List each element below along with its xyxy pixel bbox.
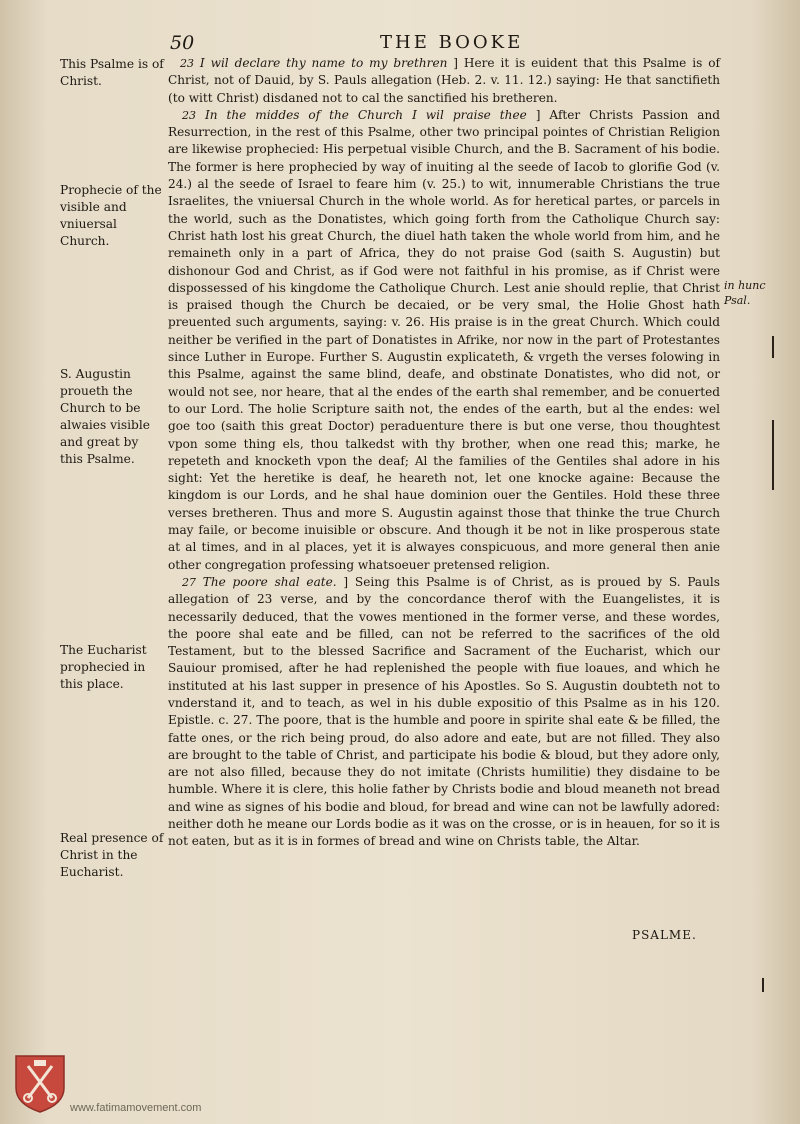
paragraph-verse-23b <box>168 107 720 574</box>
margin-note-visible-church: Prophecie of the visible and vniuersal Church. <box>60 183 162 248</box>
catchword: PSALME. <box>632 928 697 942</box>
paragraph-text: ] Here it is euident that this Psalme is of Christ, not of Dauid, by S. Pauls allegation (Heb. 2. v. 11. 12.) saying: He that sanctifieth (to witt Christ) disdaned not to cal the sanctified his bretheren. <box>168 56 720 105</box>
watermark-url: www.fatimamovement.com <box>70 1102 202 1114</box>
verse-number: 23 <box>182 108 196 122</box>
margin-note-eucharist: The Eucharist prophecied in this place. <box>60 643 147 691</box>
verse-lemma: In the middes of the Church I wil praise thee <box>204 107 527 122</box>
margin-note-augustin: S. Augustin proueth the Church to be alwaies visible and great by this Psalme. <box>60 367 150 466</box>
margin-notes <box>0 0 168 1124</box>
paragraph-text: ] Seing this Psalme is of Christ, as is proued by S. Pauls allegation of 23 verse, and by the concordance therof with the Euangelistes, it is necessarily deduced, that the vowes mentioned in the former verse, and these wordes, the poore shal eate and be filled, can not be referred to the sacrifices of the old Testament, but to the blessed Sacrifice and Sacrament of the Eucharist, which our Sauiour promised, after he had replenished the people with fiue loaues, and which he instituted at his last supper in presence of his Apostles. So S. Augustin doubteth not to vnderstand it, and to teach, as wel in his duble expositio of this Psalme as in his 120. Epistle. c. 27. The poore, that is the humble and poore in spirite shal eate & be filled, the fatte ones, or the rich being proud, do also adore and eate, but are not filled. They also are brought to the table of Christ, and participate his bodie & bloud, but they adore only, are not also filled, because they do not imitate (Christs humilitie) they disdaine to be humble. Where it is clere, this holie father by Christs bodie and bloud meaneth not bread and wine as signes of his bodie and bloud, for bread and wine can not be lawfully adored: neither doth he meane our Lords bodie as it was on the crosse, or is in heauen, for so it is not eaten, but as it is in formes of bread and wine on Christs table, the Altar. <box>168 574 720 849</box>
margin-note-real-presence: Real presence of Christ in the Eucharist. <box>60 831 164 879</box>
verse-number: 23 <box>180 57 194 70</box>
margin-rule-mark <box>762 978 764 992</box>
papal-keys-logo <box>12 1052 68 1114</box>
verse-number: 27 <box>182 575 196 589</box>
main-text <box>168 55 720 851</box>
page-number: 50 <box>170 32 195 54</box>
verse-lemma: The poore shal eate. <box>202 574 337 589</box>
paragraph-verse-27 <box>168 574 720 851</box>
paragraph-text: ] After Christs Passion and Resurrection, in the rest of this Psalme, other two principal pointes of Christian Religion are likewise prophecied: His perpetual visible Church, and the B. Sacrament of his bodie. The former is here prophecied by way of inuiting al the seede of Iacob to glorifie God (v. 24.) al the seede of Israel to feare him (v. 25.) to wit, innumerable Christians the true Israelites, the vniuersal Church in the whole world. As for heretical partes, or parcels in the world, such as the Donatistes, which going forth from the Catholique Church say: Christ hath lost his great Church, the diuel hath taken the whole world from him, and he remaineth only in a part of Africa, they do not praise God (saith S. Augustin) but dishonour God and Christ, as if God were not faithful in his promise, as if Christ were dispossessed of his kingdome the Catholique Church. Lest anie should replie, that Christ is praised though the Church be decaied, or be very smal, the Holie Ghost hath preuented such arguments, saying: v. 26. His praise is in the great Church. Which could neither be verified in the part of Donatistes in Afrike, nor now in the part of Protestantes since Luther in Europe. Further S. Augustin explicateth, & vrgeth the verses folowing in this Psalme, against the same blind, deafe, and obstinate Donatistes, who did not, or would not see, nor heare, that al the endes of the earth shal remember, and be conuerted to our Lord. The holie Scripture saith not, the endes of the earth, but al the endes: wel goe too (saith this great Doctor) peraduenture there is but one verse, thou thoughtest vpon some thing els, thou talkedst with thy brother, when one read this; marke, he repeteth and knocketh vpon the deaf; Al the families of the Gentiles shal adore in his sight: Yet the heretike is deaf, he heareth not, let one knocke againe: Because the kingdom is our Lords, and he shal haue dominion ouer the Gentiles. Hold these three verses bretheren. Thus and more S. Augustin against those that thinke the true Church may faile, or become inuisible or obscure. And though it be not in like prosperous state at al times, and in al places, yet it is alwayes conspicuous, and more general then anie other congregation professing whatsoeuer pretensed religion. <box>168 107 720 572</box>
verse-lemma: I wil declare thy name to my brethren <box>199 56 448 70</box>
margin-note-right: in hunc Psal. <box>724 279 766 307</box>
running-head: THE BOOKE <box>380 32 524 53</box>
margin-rule-mark <box>772 336 774 358</box>
header <box>160 32 720 56</box>
paragraph-verse-23 <box>168 55 720 107</box>
margin-rule-mark <box>772 420 774 490</box>
margin-note-christ: This Psalme is of Christ. <box>60 57 164 88</box>
